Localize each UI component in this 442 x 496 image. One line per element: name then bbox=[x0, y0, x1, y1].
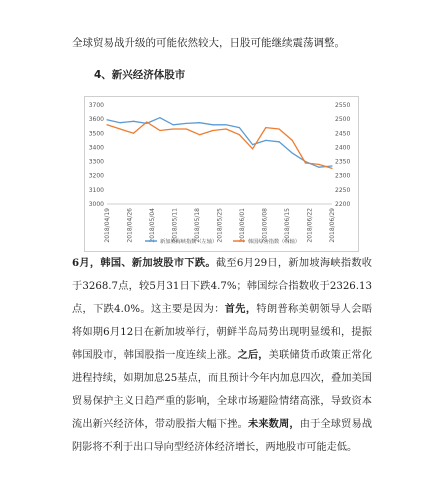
korea-data-point bbox=[305, 162, 306, 163]
chart-svg bbox=[85, 97, 358, 251]
singapore-data-point bbox=[318, 167, 319, 168]
singapore-data-point bbox=[199, 122, 200, 123]
y-left-tick-label: 3100 bbox=[88, 186, 104, 194]
korea-data-point bbox=[173, 128, 174, 129]
korea-index-line bbox=[107, 122, 332, 168]
x-tick-label: 2018/06/01 bbox=[239, 208, 246, 243]
y-right-tick-label: 2300 bbox=[335, 172, 351, 180]
singapore-data-point bbox=[331, 165, 332, 166]
korea-data-point bbox=[133, 133, 134, 134]
korea-data-point bbox=[239, 134, 240, 135]
singapore-data-point bbox=[239, 127, 240, 128]
y-left-tick-label: 3400 bbox=[88, 144, 104, 152]
legend-label-korea: 韩国综合指数（右轴） bbox=[248, 239, 300, 245]
para-text-1: 特朗普称美朝领导人会晤将如期6月12日在新加坡举行，朝鲜半岛局势出现明显缓和，提振韩国股市，韩国股指一度连续上涨。 bbox=[72, 304, 373, 362]
para-future: 未来数周， bbox=[247, 418, 300, 431]
y-right-tick-label: 2200 bbox=[335, 201, 351, 208]
korea-data-point bbox=[292, 140, 293, 141]
body-paragraph bbox=[72, 252, 372, 459]
singapore-data-point bbox=[186, 123, 187, 124]
x-tick-label: 2018/06/08 bbox=[261, 208, 269, 243]
korea-data-point bbox=[159, 130, 160, 131]
korea-data-point bbox=[186, 128, 187, 129]
singapore-data-point bbox=[159, 117, 160, 118]
x-tick-label: 2018/06/15 bbox=[284, 208, 291, 243]
y-right-tick-label: 2350 bbox=[335, 158, 351, 166]
singapore-index-line bbox=[107, 118, 332, 168]
x-tick-label: 2018/05/11 bbox=[171, 208, 179, 243]
x-tick-label: 2018/05/25 bbox=[216, 208, 224, 243]
para-text-2: 美联储货币政策正常化进程持续，如期加息25基点，而且预计今年内加息四次，叠加美国贸易保护主义日趋严重的影响，全球市场避险情绪高涨，导致资本流出新兴经济体，带动股指大幅下挫。 bbox=[72, 350, 373, 431]
para-lead: 6月，韩国、新加坡股市下跌。 bbox=[72, 257, 216, 269]
singapore-data-point bbox=[212, 124, 213, 125]
y-right-tick-label: 2550 bbox=[335, 102, 351, 109]
x-tick-label: 2018/05/04 bbox=[149, 208, 156, 243]
x-tick-label: 2018/04/26 bbox=[126, 208, 134, 243]
x-tick-label: 2018/06/22 bbox=[306, 208, 314, 243]
y-left-tick-label: 3300 bbox=[88, 158, 104, 166]
y-left-tick-label: 3500 bbox=[88, 130, 104, 138]
korea-data-point bbox=[146, 121, 147, 122]
stock-index-chart bbox=[84, 96, 359, 252]
x-tick-label: 2018/04/19 bbox=[104, 208, 111, 243]
y-right-tick-label: 2400 bbox=[335, 144, 351, 152]
singapore-data-point bbox=[278, 141, 279, 142]
korea-data-point bbox=[226, 128, 227, 129]
y-right-tick-label: 2500 bbox=[335, 116, 351, 124]
korea-data-point bbox=[265, 127, 266, 128]
y-left-tick-label: 3600 bbox=[88, 116, 104, 124]
y-left-tick-label: 3200 bbox=[88, 172, 104, 180]
x-tick-label: 2018/06/29 bbox=[329, 208, 336, 243]
singapore-data-point bbox=[292, 152, 293, 153]
y-left-tick-label: 3700 bbox=[88, 102, 104, 109]
para-first: 首先， bbox=[224, 303, 257, 316]
korea-data-point bbox=[331, 168, 332, 169]
singapore-data-point bbox=[106, 119, 107, 120]
section-heading: 4、新兴经济体股市 bbox=[94, 69, 186, 81]
para-text: 截至6月29日，新加坡海峡指数收于3268.7点，较5月31日下跌4.7%；韩国综合指数收于2326.13点，下跌4.0%。这主要是因为： bbox=[72, 258, 372, 316]
para-then: 之后， bbox=[237, 349, 269, 362]
y-left-tick-label: 3000 bbox=[88, 201, 104, 208]
y-right-tick-label: 2250 bbox=[335, 186, 351, 194]
korea-data-point bbox=[199, 134, 200, 135]
singapore-data-point bbox=[265, 140, 266, 141]
singapore-data-point bbox=[226, 124, 227, 125]
para-text-3: 由于全球贸易战阴影将不利于出口导向型经济体经济增长，两地股市可能走低。 bbox=[72, 419, 373, 453]
korea-data-point bbox=[212, 130, 213, 131]
x-tick-label: 2018/05/18 bbox=[194, 208, 201, 243]
singapore-data-point bbox=[120, 122, 121, 123]
korea-data-point bbox=[318, 164, 319, 165]
legend-label-singapore: 新加坡海峡指数（左轴） bbox=[160, 239, 218, 245]
top-text-line: 全球贸易战升级的可能依然较大，日股可能继续震荡调整。 bbox=[72, 37, 345, 49]
singapore-data-point bbox=[133, 121, 134, 122]
y-right-tick-label: 2450 bbox=[335, 130, 351, 138]
singapore-data-point bbox=[252, 144, 253, 145]
korea-data-point bbox=[120, 128, 121, 129]
korea-data-point bbox=[252, 148, 253, 149]
singapore-data-point bbox=[173, 124, 174, 125]
korea-data-point bbox=[278, 128, 279, 129]
korea-data-point bbox=[106, 124, 107, 125]
